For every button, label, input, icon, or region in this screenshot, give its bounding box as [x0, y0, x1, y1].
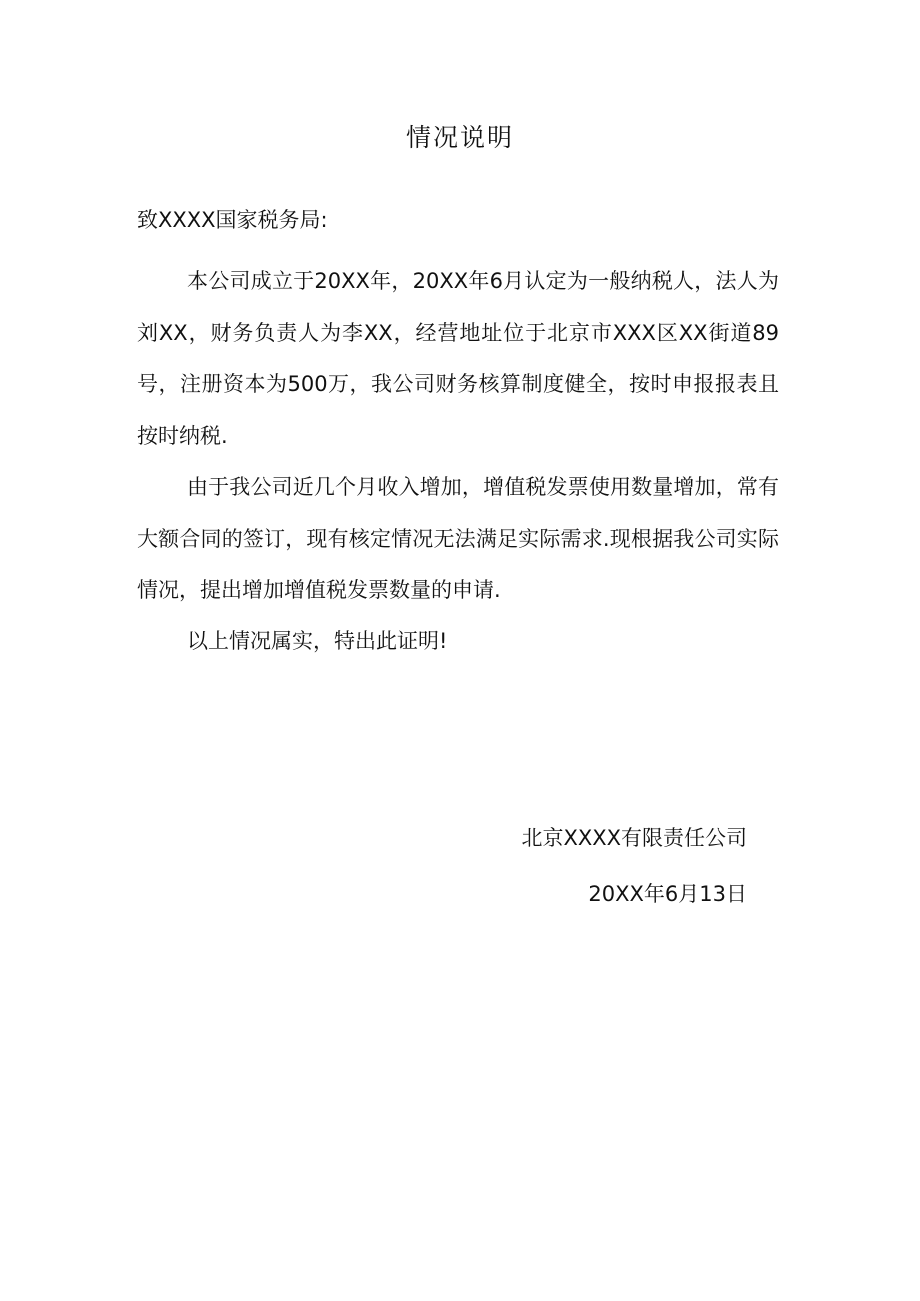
- paragraph-company-info: 本公司成立于20XX年，20XX年6月认定为一般纳税人，法人为刘XX，财务负责人为李XX，经营地址位于北京市XXX区XX街道89号，注册资本为500万，我公司财务核算制度健全，按时申报报表且按时纳税.: [137, 269, 779, 448]
- document-title: 情况说明: [405, 123, 514, 152]
- paragraph-request-reason: 由于我公司近几个月收入增加，增值税发票使用数量增加，常有大额合同的签订，现有核定情况无法满足实际需求.现根据我公司实际情况，提出增加增值税发票数量的申请.: [137, 475, 779, 602]
- signature-company: 北京XXXX有限责任公司: [521, 826, 747, 850]
- paragraph-certification: 以上情况属实，特出此证明!: [187, 629, 448, 653]
- salutation: 致XXXX国家税务局:: [137, 208, 328, 232]
- signature-date: 20XX年6月13日: [588, 882, 747, 906]
